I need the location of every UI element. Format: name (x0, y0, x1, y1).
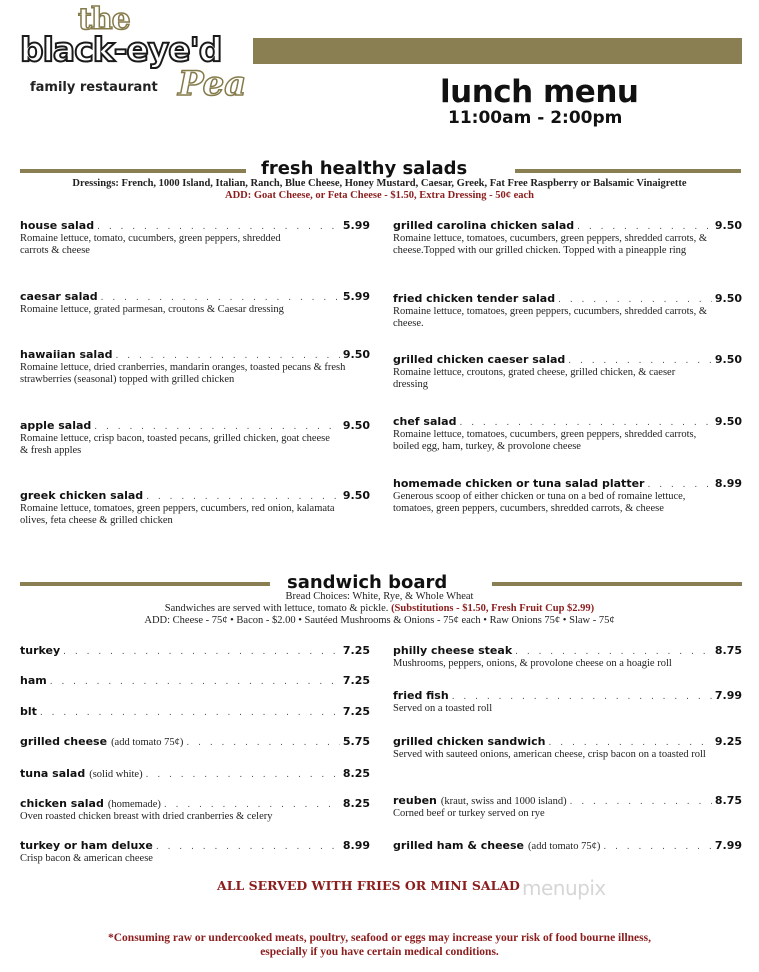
menu-item (393, 415, 742, 453)
substitutions-text: (Substitutions - $1.50, Fresh Fruit Cup $2.99) (391, 603, 595, 614)
item-name: hawaiian salad (20, 348, 113, 361)
item-description: Romaine lettuce, dried cranberries, mandarin oranges, toasted pecans & fresh strawberries (seasonal) topped with grilled chicken (20, 362, 346, 385)
item-name: chef salad (393, 415, 457, 428)
menu-item (20, 219, 370, 257)
item-description: Served on a toasted roll (393, 703, 493, 714)
item-price: 9.50 (342, 348, 370, 361)
item-price: 7.99 (714, 839, 742, 852)
section-rule-left (20, 582, 270, 586)
leader-dots (94, 422, 340, 432)
item-name: caesar salad (20, 290, 98, 303)
warning-line-1: *Consuming raw or undercooked meats, poultry, seafood or eggs may increase your risk of food bourne illness, (108, 932, 651, 944)
item-price: 7.99 (714, 689, 742, 702)
item-description: Generous scoop of either chicken or tuna on a bed of romaine lettuce, tomatoes, green peppers, cucumbers, shredded carrots, & cheese (393, 491, 686, 514)
menu-item (20, 419, 370, 457)
leader-dots (50, 677, 340, 687)
item-description: Romaine lettuce, grated parmesan, croutons & Caesar dressing (20, 304, 284, 315)
leader-dots (164, 800, 340, 810)
item-price: 9.50 (342, 489, 370, 502)
item-price: 7.25 (342, 674, 370, 687)
leader-dots (515, 647, 712, 657)
menu-item (20, 290, 370, 316)
item-name: house salad (20, 219, 95, 232)
item-note: (kraut, swiss and 1000 island) (440, 796, 567, 807)
leader-dots (101, 293, 340, 303)
warning-line-2: especially if you have certain medical conditions. (260, 946, 499, 958)
item-price: 9.50 (342, 419, 370, 432)
menu-item (393, 735, 742, 761)
menu-item (393, 644, 742, 670)
logo-name: black-eye'd (20, 30, 222, 69)
item-note: (solid white) (89, 769, 143, 780)
leader-dots (116, 351, 340, 361)
leader-dots (146, 492, 340, 502)
item-name: fried chicken tender salad (393, 292, 556, 305)
item-description: Crisp bacon & american cheese (20, 853, 153, 864)
item-name: ham (20, 674, 47, 687)
leader-dots (156, 842, 340, 852)
logo-the: the (78, 2, 130, 37)
item-price: 8.25 (342, 767, 370, 780)
leader-dots (568, 356, 712, 366)
item-price: 8.99 (342, 839, 370, 852)
leader-dots (459, 418, 711, 428)
menu-item (20, 674, 370, 687)
menu-item (20, 735, 370, 748)
section-rule-right (515, 169, 741, 173)
menu-item (20, 767, 370, 780)
item-name: greek chicken salad (20, 489, 144, 502)
item-price: 8.75 (714, 644, 742, 657)
leader-dots (452, 692, 712, 702)
menu-item (393, 292, 742, 330)
leader-dots (63, 647, 340, 657)
item-description: Mushrooms, peppers, onions, & provolone cheese on a hoagie roll (393, 658, 672, 669)
item-price: 8.99 (714, 477, 742, 490)
section-rule-right (492, 582, 742, 586)
menu-item (393, 839, 742, 852)
item-price: 7.25 (342, 644, 370, 657)
sandwich-add-note: ADD: Cheese - 75¢ • Bacon - $2.00 • Sautéed Mushrooms & Onions - 75¢ each • Raw Onions 75¢ • Slaw - 75¢ (144, 615, 615, 626)
item-name: turkey (20, 644, 61, 657)
leader-dots (577, 222, 712, 232)
salad-add-note: ADD: Goat Cheese, or Feta Cheese - $1.50, Extra Dressing - 50¢ each (224, 190, 534, 201)
leader-dots (146, 770, 340, 780)
food-warning (0, 931, 759, 959)
menu-item (393, 689, 742, 715)
item-note: (add tomato 75¢) (111, 737, 184, 748)
item-name: grilled ham & cheese (393, 839, 525, 852)
leader-dots (603, 842, 712, 852)
item-description: Romaine lettuce, tomatoes, green peppers, cucumbers, shredded carrots, & cheese. (393, 306, 708, 329)
served-text: Sandwiches are served with lettuce, tomato & pickle. (164, 603, 389, 614)
item-price: 5.75 (342, 735, 370, 748)
dressings-note: Dressings: French, 1000 Island, Italian, Ranch, Blue Cheese, Honey Mustard, Caesar, Greek, Fat Free Raspberry or Balsamic Vinaigrette (72, 178, 687, 189)
item-description: Served with sauteed onions, american cheese, crisp bacon on a toasted roll (393, 749, 706, 760)
logo-subtitle: family restaurant (30, 80, 158, 95)
item-name: reuben (393, 794, 437, 807)
section-title-sandwiches: sandwich board (287, 572, 448, 593)
leader-dots (558, 295, 712, 305)
item-description: Romaine lettuce, croutons, grated cheese, grilled chicken, & caeser dressing (393, 367, 676, 390)
header-bar (253, 38, 742, 64)
item-price: 9.50 (714, 353, 742, 366)
item-price: 8.75 (714, 794, 742, 807)
section-title-salads: fresh healthy salads (261, 158, 468, 179)
leader-dots (570, 797, 712, 807)
item-price: 9.25 (714, 735, 742, 748)
item-price: 7.25 (342, 705, 370, 718)
menu-item (20, 348, 370, 386)
leader-dots (647, 480, 711, 490)
item-price: 8.25 (342, 797, 370, 810)
served-note (0, 603, 759, 614)
item-name: grilled cheese (20, 735, 108, 748)
item-price: 9.50 (714, 415, 742, 428)
leader-dots (97, 222, 340, 232)
item-name: tuna salad (20, 767, 86, 780)
item-name: philly cheese steak (393, 644, 513, 657)
item-price: 9.50 (714, 292, 742, 305)
item-name: grilled carolina chicken salad (393, 219, 575, 232)
menu-item (393, 219, 742, 257)
item-note: (add tomato 75¢) (528, 841, 601, 852)
menu-item (20, 705, 370, 718)
page-title: lunch menu (440, 74, 639, 110)
item-price: 9.50 (714, 219, 742, 232)
menu-item (393, 794, 742, 820)
item-name: homemade chicken or tuna salad platter (393, 477, 645, 490)
watermark: menupix (522, 876, 606, 900)
item-name: chicken salad (20, 797, 104, 810)
item-name: grilled chicken sandwich (393, 735, 546, 748)
bread-note: Bread Choices: White, Rye, & Whole Wheat (285, 591, 474, 602)
item-price: 5.99 (342, 219, 370, 232)
item-description: Corned beef or turkey served on rye (393, 808, 545, 819)
leader-dots (186, 738, 339, 748)
menu-item (393, 477, 742, 515)
item-name: apple salad (20, 419, 92, 432)
item-price: 5.99 (342, 290, 370, 303)
item-description: Romaine lettuce, crisp bacon, toasted pecans, grilled chicken, goat cheese & fresh apples (20, 433, 330, 456)
item-description: Romaine lettuce, tomatoes, cucumbers, green peppers, shredded carrots, & cheese.Topped with our grilled chicken. Topped with a pineapple ring (393, 233, 708, 256)
logo-pea: Pea (178, 64, 247, 104)
lunch-hours: 11:00am - 2:00pm (448, 108, 623, 128)
menu-item (393, 353, 742, 391)
menu-item (20, 644, 370, 657)
menu-item (20, 839, 370, 865)
item-name: blt (20, 705, 37, 718)
menu-item (20, 797, 370, 823)
section-rule-left (20, 169, 246, 173)
item-name: fried fish (393, 689, 449, 702)
item-note: (homemade) (107, 799, 161, 810)
menu-item (20, 489, 370, 527)
item-description: Romaine lettuce, tomatoes, green peppers, cucumbers, red onion, kalamata olives, feta cheese & grilled chicken (20, 503, 335, 526)
leader-dots (549, 738, 712, 748)
item-name: turkey or ham deluxe (20, 839, 153, 852)
leader-dots (40, 708, 340, 718)
item-description: Romaine lettuce, tomatoes, cucumbers, green peppers, shredded carrots, boiled egg, ham, turkey, & provolone cheese (393, 429, 697, 452)
item-description: Romaine lettuce, tomato, cucumbers, green peppers, shredded carrots & cheese (20, 233, 281, 256)
item-description: Oven roasted chicken breast with dried cranberries & celery (20, 811, 273, 822)
item-name: grilled chicken caeser salad (393, 353, 566, 366)
served-with-note: ALL SERVED WITH FRIES OR MINI SALAD (217, 878, 520, 893)
